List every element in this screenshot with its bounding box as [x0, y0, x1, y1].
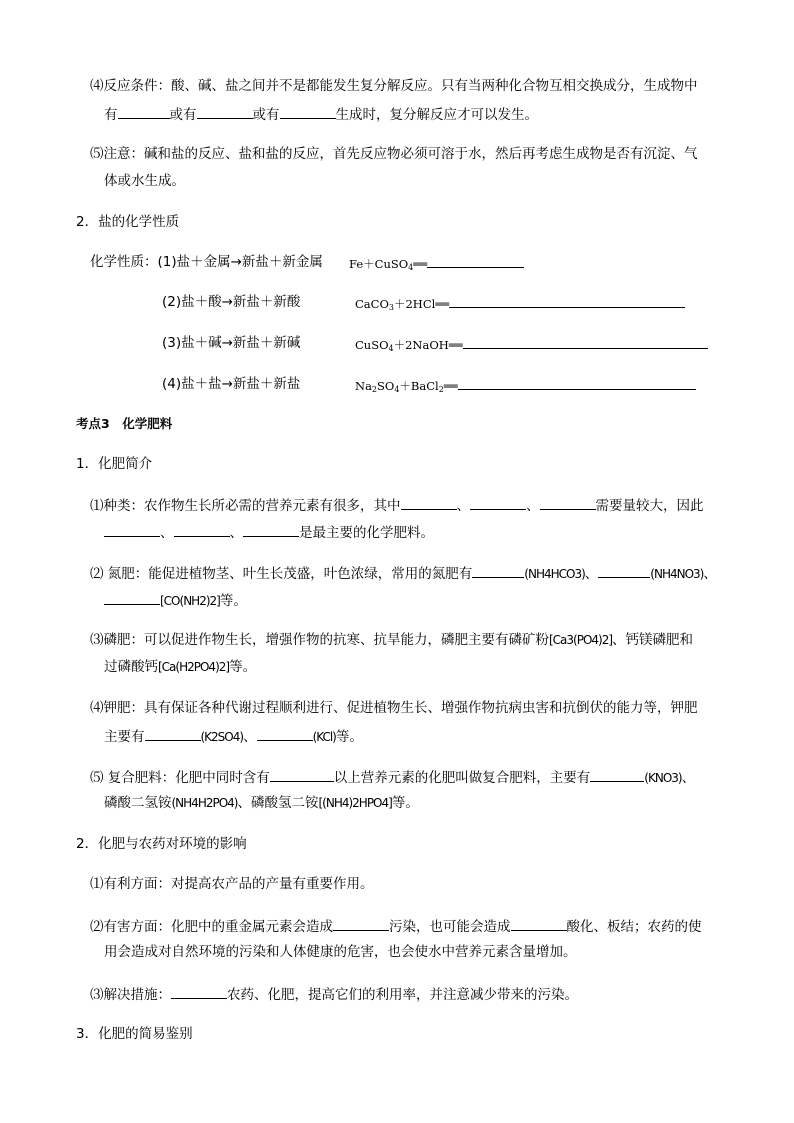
fill-blank[interactable]: [174, 522, 230, 537]
fill-blank[interactable]: [118, 104, 170, 119]
item-number: ⑶: [90, 987, 104, 1003]
equals-sign: ══: [413, 257, 428, 271]
formula: [Ca(H2PO4)2]: [158, 660, 230, 674]
text: 是最主要的化学肥料。: [299, 525, 434, 541]
chem-property-3: (3)盐＋碱→新盐＋新碱: [162, 335, 301, 351]
fill-blank[interactable]: [401, 495, 457, 510]
text: 等。: [391, 795, 419, 811]
text: 解决措施：: [103, 987, 171, 1003]
text: 磷酸二氢铵: [104, 795, 172, 811]
reaction-rule: (1)盐＋金属→新盐＋新金属: [157, 254, 323, 270]
equation-text: ＋2NaOH: [393, 338, 449, 352]
item-number: ⑵: [90, 566, 104, 582]
item-number: ⑴: [90, 498, 104, 514]
text: 有利方面：对提高农产品的产量有重要作用。: [103, 876, 374, 892]
solution-measures: [90, 984, 578, 1004]
fill-blank[interactable]: [472, 563, 524, 578]
separator: 、: [681, 770, 696, 786]
chem-property-2: (2)盐＋酸→新盐＋新酸: [162, 294, 301, 310]
reaction-condition-line2: [104, 104, 538, 124]
subscript: 2: [438, 385, 444, 394]
formula: (NH4HCO3): [524, 567, 585, 581]
fill-blank[interactable]: [511, 916, 567, 931]
formula: (KNO3): [644, 771, 682, 785]
text: 主要有: [104, 729, 145, 745]
equals-sign: ══: [443, 379, 458, 393]
note-line2: [104, 172, 185, 190]
text: 反应条件：酸、碱、盐之间并不是都能发生复分解反应。只有当两种化合物互相交换成分，生成物中: [103, 78, 698, 94]
text: 氮肥：能促进植物茎、叶生长茂盛，叶色浓绿，常用的氮肥有: [103, 566, 473, 582]
harmful-aspect-line2: 用会造成对自然环境的污染和人体健康的危害，也会使水中营养元素含量增加。: [104, 944, 577, 960]
equation-text: CaCO: [355, 297, 389, 311]
fill-blank[interactable]: [427, 253, 524, 268]
equation-text: Na: [355, 379, 372, 393]
text: 需要量较大，因此: [595, 498, 704, 514]
text: 种类：农作物生长所必需的营养元素有很多，其中: [103, 498, 401, 514]
compound-fertilizer-line2: [104, 794, 419, 812]
separator: 、: [456, 498, 470, 514]
section-heading: 2．盐的化学性质: [76, 214, 180, 230]
equation-text: SO: [377, 379, 395, 393]
section-heading: 2．化肥与农药对环境的影响: [76, 836, 247, 852]
nitrogen-fertilizer-line1: [90, 563, 717, 583]
text: 等。: [219, 593, 247, 609]
fill-blank[interactable]: [270, 767, 334, 782]
equation-1: [349, 253, 524, 273]
text: 或有: [169, 107, 197, 123]
subscript: 4: [408, 263, 414, 272]
fill-blank[interactable]: [145, 726, 201, 741]
separator: 、: [526, 498, 540, 514]
harmful-aspect-line1: [90, 916, 702, 936]
separator: 、: [160, 525, 174, 541]
subscript: 3: [388, 303, 394, 312]
topic-heading: 考点3 化学肥料: [76, 416, 173, 431]
fill-blank[interactable]: [333, 916, 389, 931]
fill-blank[interactable]: [590, 767, 644, 782]
fill-blank[interactable]: [458, 375, 696, 390]
text: 污染，也可能会造成: [389, 919, 511, 935]
text: 农药、化肥，提高它们的利用率，并注意减少带来的污染。: [227, 987, 578, 1003]
equals-sign: ══: [448, 338, 463, 352]
text: 过磷酸钙: [104, 659, 158, 675]
subscript: 4: [394, 385, 400, 394]
item-number: ⑷: [90, 78, 104, 94]
fill-blank[interactable]: [598, 563, 650, 578]
note-line1: [90, 145, 698, 163]
separator: 、: [584, 566, 599, 582]
chem-property-1: [90, 253, 323, 271]
formula: [Ca3(PO4)2]: [549, 633, 613, 647]
separator: 、: [703, 566, 717, 582]
item-number: ⑸: [90, 146, 104, 162]
subscript: 4: [388, 344, 394, 353]
text: 以上营养元素的化肥叫做复合肥料，主要有: [333, 770, 591, 786]
text: 等。: [229, 659, 257, 675]
separator: 、: [243, 729, 257, 745]
fertilizer-types-line1: [90, 495, 704, 515]
nitrogen-fertilizer-line2: [104, 590, 247, 610]
fill-blank[interactable]: [104, 522, 160, 537]
fill-blank[interactable]: [171, 984, 227, 999]
text: 钾肥：具有保证各种代谢过程顺利进行、促进植物生长、增强作物抗病虫害和抗倒伏的能力等，钾肥: [103, 700, 698, 716]
fill-blank[interactable]: [280, 104, 336, 119]
equation-4: [355, 375, 696, 395]
formula: [CO(NH2)2]: [160, 594, 220, 608]
formula: (NH4NO3): [650, 567, 704, 581]
item-number: ⑶: [90, 632, 104, 648]
fill-blank[interactable]: [540, 495, 596, 510]
formula: (NH4H2PO4): [171, 796, 238, 810]
beneficial-aspect: [90, 875, 374, 893]
separator: 、: [229, 525, 243, 541]
text: 、磷酸氢二铵: [237, 795, 319, 811]
text: 等。: [335, 729, 363, 745]
equals-sign: ══: [435, 297, 450, 311]
text: 复合肥料：化肥中同时含有: [103, 770, 270, 786]
potash-fertilizer-line1: [90, 699, 698, 717]
text: 生成时，复分解反应才可以发生。: [335, 107, 538, 123]
potash-fertilizer-line2: [104, 726, 363, 746]
equation-2: [355, 293, 685, 313]
text: 有害方面：化肥中的重金属元素会造成: [103, 919, 333, 935]
text: 磷肥：可以促进作物生长，增强作物的抗寒、抗旱能力，磷肥主要有磷矿粉: [103, 632, 549, 648]
text: 注意：碱和盐的反应、盐和盐的反应，首先反应物必须可溶于水，然后再考虑生成物是否有沉淀、气: [103, 146, 698, 162]
formula: (KCl): [312, 730, 336, 744]
subscript: 2: [371, 385, 378, 394]
equation-3: [355, 334, 708, 354]
reaction-condition-line1: [90, 77, 698, 95]
text: 酸化、板结；农药的使: [566, 919, 702, 935]
formula: (K2SO4): [200, 730, 244, 744]
phosphate-fertilizer-line2: [104, 658, 256, 676]
equation-text: ＋2HCl: [393, 297, 436, 311]
item-number: ⑷: [90, 700, 104, 716]
fill-blank[interactable]: [463, 334, 708, 349]
phosphate-fertilizer-line1: [90, 631, 693, 649]
fill-blank[interactable]: [243, 522, 299, 537]
fill-blank[interactable]: [449, 293, 685, 308]
fill-blank[interactable]: [197, 104, 253, 119]
fill-blank[interactable]: [104, 590, 160, 605]
section-heading: 1．化肥简介: [76, 456, 153, 472]
item-number: ⑴: [90, 876, 104, 892]
text: 、钙镁磷肥和: [612, 632, 694, 648]
formula: [(NH4)2HPO4]: [318, 796, 392, 810]
fill-blank[interactable]: [257, 726, 313, 741]
text: 或有: [252, 107, 280, 123]
compound-fertilizer-line1: [90, 767, 695, 787]
label: 化学性质：: [90, 254, 158, 270]
equation-text: Fe＋CuSO: [349, 257, 409, 271]
text: 有: [104, 107, 118, 123]
fill-blank[interactable]: [470, 495, 526, 510]
chem-property-4: (4)盐＋盐→新盐＋新盐: [162, 376, 301, 392]
equation-text: CuSO: [355, 338, 389, 352]
item-number: ⑵: [90, 919, 104, 935]
fertilizer-types-line2: [104, 522, 434, 542]
equation-text: ＋BaCl: [399, 379, 439, 393]
item-number: ⑸: [90, 770, 104, 786]
text: 体或水生成。: [104, 173, 185, 189]
section-heading: 3．化肥的简易鉴别: [76, 1026, 193, 1042]
